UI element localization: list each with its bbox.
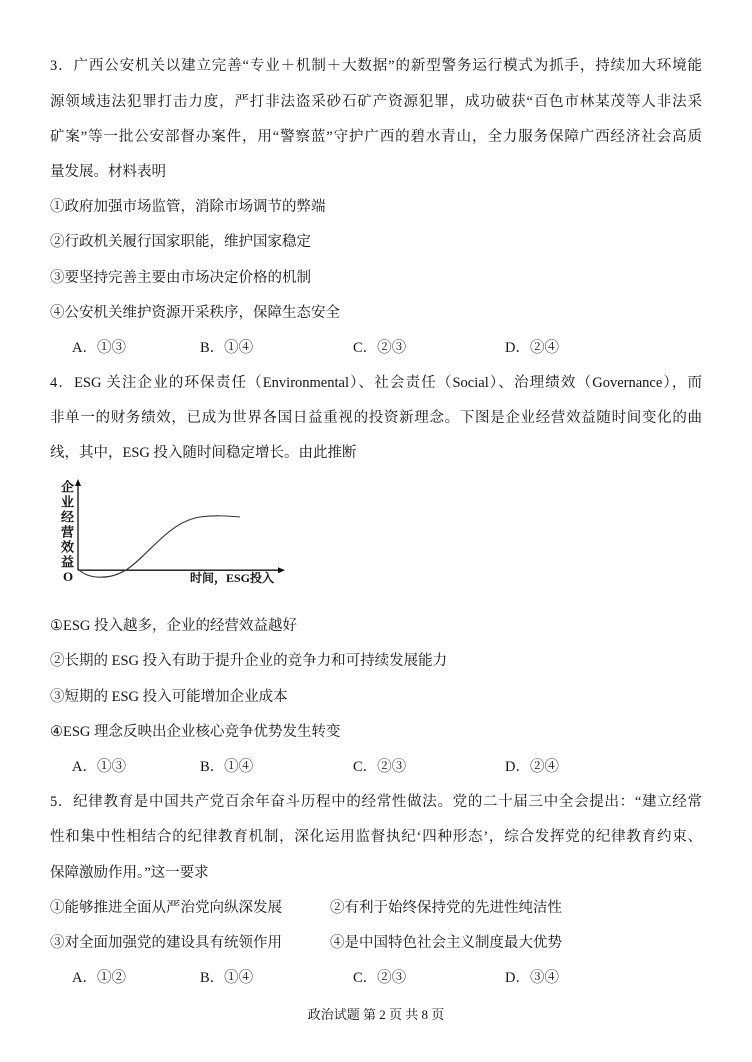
answer-choice-b: B．①④ — [200, 970, 254, 987]
question-stem-line: 量发展。材料表明 — [50, 163, 166, 180]
question-stem-line: 矿案”等一批公安部督办案件，用“警察蓝”守护广西的碧水青山，全力服务保障广西经济社会高质 — [50, 128, 702, 145]
statement-option: ①政府加强市场监管，消除市场调节的弊端 — [50, 199, 326, 216]
question-stem-line: 5．纪律教育是中国共产党百余年奋斗历程中的经常性做法。党的二十届三中全会提出：“建立经常 — [50, 794, 702, 811]
question-stem-line: 4．ESG 关注企业的环保责任（Environmental）、社会责任（Social）、治理绩效（Governance），而 — [50, 375, 702, 392]
answer-choice-d: D．②④ — [505, 758, 559, 775]
x-axis-arrow — [278, 567, 285, 573]
question-stem-line: 源领域违法犯罪打击力度，严打非法盗采砂石矿产资源犯罪，成功破获“百色市林某茂等人非法采 — [50, 93, 702, 110]
statement-option: ①能够推进全面从严治党向纵深发展 — [50, 899, 282, 916]
statement-option-row — [50, 891, 702, 926]
benefit-curve-figure — [50, 472, 702, 610]
answer-choice-c: C．②③ — [353, 970, 407, 987]
y-axis-label: 企业经营效益 — [59, 479, 74, 570]
statement-option: ②有利于始终保持党的先进性纯洁性 — [330, 899, 562, 916]
origin-label: O — [63, 568, 74, 584]
answer-choice-a: A．①③ — [72, 339, 126, 356]
statement-option: ④公安机关维护资源开采秩序，保障生态安全 — [50, 304, 340, 321]
statement-option: ④是中国特色社会主义制度最大优势 — [330, 934, 562, 951]
statement-option: ①ESG 投入越多，企业的经营效益越好 — [50, 618, 298, 635]
answer-choice-b: B．①④ — [200, 758, 254, 775]
answer-choice-a: A．①② — [72, 970, 126, 987]
answer-choice-d: D．②④ — [505, 339, 559, 356]
statement-option: ③短期的 ESG 投入可能增加企业成本 — [50, 688, 288, 705]
page-content — [50, 49, 702, 996]
question-5 — [50, 785, 702, 996]
statement-option: ③对全面加强党的建设具有统领作用 — [50, 934, 282, 951]
statement-option: ④ESG 理念反映出企业核心竞争优势发生转变 — [50, 723, 341, 740]
answer-choice-d: D．③④ — [505, 970, 559, 987]
answer-choice-c: C．②③ — [353, 758, 407, 775]
answer-choice-c: C．②③ — [353, 339, 407, 356]
statement-option: ②长期的 ESG 投入有助于提升企业的竞争力和可持续发展能力 — [50, 653, 448, 670]
answer-choices — [50, 331, 702, 366]
benefit-curve — [80, 515, 240, 576]
statement-option-row — [50, 926, 702, 961]
answer-choices — [50, 750, 702, 785]
question-stem-line: 3．广西公安机关以建立完善“专业＋机制＋大数据”的新型警务运行模式为抓手，持续加大环境能 — [50, 58, 702, 75]
page-footer: 政治试题 第 2 页 共 8 页 — [307, 1007, 445, 1022]
curve-graph — [50, 472, 310, 610]
statement-option: ③要坚持完善主要由市场决定价格的机制 — [50, 269, 311, 286]
statement-option: ②行政机关履行国家职能，维护国家稳定 — [50, 234, 311, 251]
y-axis-arrow — [75, 479, 81, 486]
answer-choices — [50, 961, 702, 996]
question-stem-line: 性和集中性相结合的纪律教育机制，深化运用监督执纪‘四种形态’，综合发挥党的纪律教育约束、 — [50, 829, 702, 846]
question-stem-line: 非单一的财务绩效，已成为世界各国日益重视的投资新理念。下图是企业经营效益随时间变化的曲 — [50, 410, 702, 427]
answer-choice-b: B．①④ — [200, 339, 254, 356]
question-stem-line: 保障激励作用。”这一要求 — [50, 864, 209, 881]
question-4 — [50, 366, 702, 785]
answer-choice-a: A．①③ — [72, 758, 126, 775]
x-axis-label: 时间，ESG投入 — [190, 570, 275, 585]
question-stem-line: 线，其中，ESG 投入随时间稳定增长。由此推断 — [50, 445, 357, 462]
question-3 — [50, 49, 702, 366]
